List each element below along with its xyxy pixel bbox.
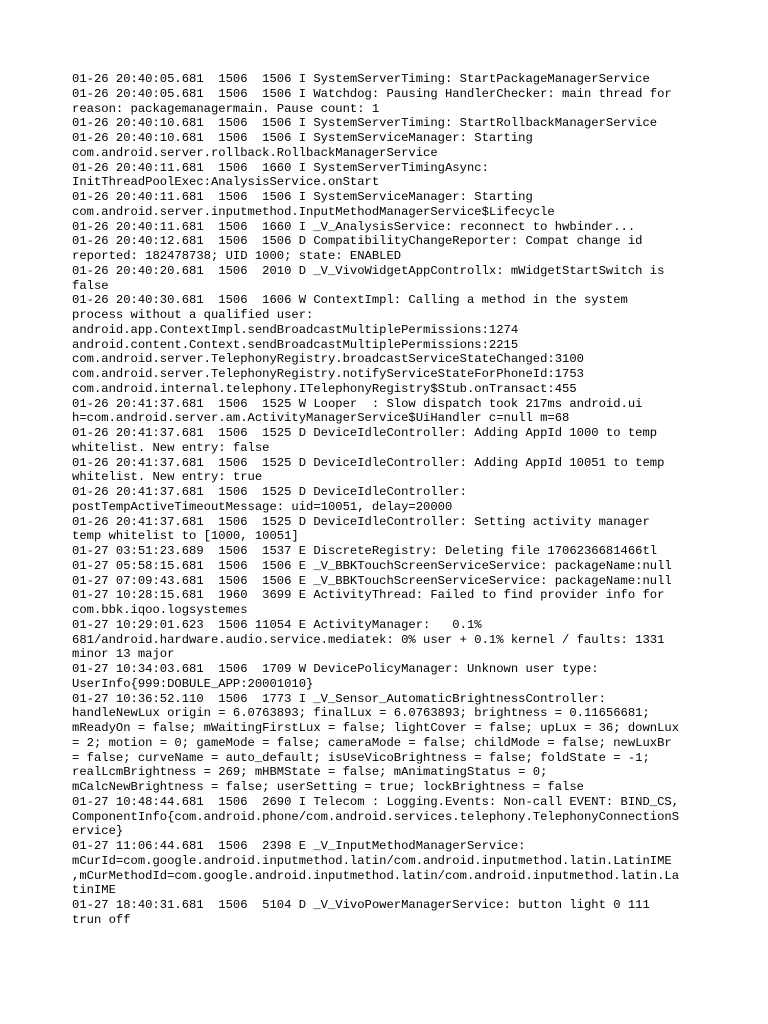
log-line: 01-27 18:40:31.681 1506 5104 D _V_VivoPowerManagerService: button light 0 111 xyxy=(72,898,650,912)
log-text-body xyxy=(72,72,712,928)
log-line: ,mCurMethodId=com.google.android.inputmethod.latin/com.android.inputmethod.latin.La xyxy=(72,868,680,883)
log-line: com.android.server.rollback.RollbackManagerService xyxy=(72,145,438,160)
log-line: tinIME xyxy=(72,883,116,898)
log-line: 01-26 20:40:05.681 1506 1506 I Watchdog: Pausing HandlerChecker: main thread for xyxy=(72,86,672,101)
log-line: = 2; motion = 0; gameMode = false; cameraMode = false; childMode = false; newLuxBr xyxy=(72,735,672,750)
log-line: 01-26 20:40:11.681 1506 1660 I SystemServerTimingAsync: xyxy=(72,160,489,175)
log-line: 681/android.hardware.audio.service.mediatek: 0% user + 0.1% kernel / faults: 1331 xyxy=(72,632,665,647)
log-line: android.content.Context.sendBroadcastMultiplePermissions:2215 xyxy=(72,337,519,352)
log-line: 01-26 20:40:05.681 1506 1506 I SystemServerTiming: StartPackageManagerService xyxy=(72,72,650,86)
log-line: 01-26 20:40:10.681 1506 1506 I SystemServiceManager: Starting xyxy=(72,131,533,145)
log-line: com.android.internal.telephony.ITelephonyRegistry$Stub.onTransact:455 xyxy=(72,381,577,396)
log-line: 01-26 20:40:12.681 1506 1506 D CompatibilityChangeReporter: Compat change id xyxy=(72,234,643,249)
log-line: com.android.server.TelephonyRegistry.broadcastServiceStateChanged:3100 xyxy=(72,352,584,367)
log-line: 01-26 20:40:10.681 1506 1506 I SystemServerTiming: StartRollbackManagerService xyxy=(72,116,658,131)
log-line: 01-26 20:41:37.681 1506 1525 D DeviceIdleController: Adding AppId 1000 to temp xyxy=(72,426,658,440)
log-line: reported: 182478738; UID 1000; state: ENABLED xyxy=(72,249,402,263)
log-line: process without a qualified user: xyxy=(72,308,314,322)
log-line: com.android.server.TelephonyRegistry.notifyServiceStateForPhoneId:1753 xyxy=(72,367,584,381)
log-line: trun off xyxy=(72,912,131,927)
log-line: 01-27 05:58:15.681 1506 1506 E _V_BBKTouchScreenServiceService: packageName:null xyxy=(72,558,672,573)
log-line: temp whitelist to [1000, 10051] xyxy=(72,529,299,544)
log-line: = false; curveName = auto_default; isUseVicoBrightness = false; foldState = -1; xyxy=(72,750,650,765)
log-line: ComponentInfo{com.android.phone/com.android.services.telephony.TelephonyConnectionS xyxy=(72,809,680,824)
log-line: mCalcNewBrightness = false; userSetting = true; lockBrightness = false xyxy=(72,780,584,794)
log-line: handleNewLux origin = 6.0763893; finalLux = 6.0763893; brightness = 0.11656681; xyxy=(72,706,650,721)
log-line: ervice} xyxy=(72,824,124,839)
log-line: 01-26 20:40:30.681 1506 1606 W ContextImpl: Calling a method in the system xyxy=(72,293,628,308)
log-line: false xyxy=(72,278,109,293)
log-line: UserInfo{999:DOBULE_APP:20001010} xyxy=(72,676,314,691)
log-line: 01-27 10:34:03.681 1506 1709 W DevicePolicyManager: Unknown user type: xyxy=(72,662,599,676)
log-line: 01-26 20:40:20.681 1506 2010 D _V_VivoWidgetAppControllx: mWidgetStartSwitch is xyxy=(72,263,665,278)
log-line: reason: packagemanagermain. Pause count: 1 xyxy=(72,101,380,116)
log-line: mReadyOn = false; mWaitingFirstLux = false; lightCover = false; upLux = 36; downLux xyxy=(72,721,680,735)
log-line: 01-26 20:40:11.681 1506 1660 I _V_AnalysisService: reconnect to hwbinder... xyxy=(72,219,636,234)
log-line: 01-26 20:41:37.681 1506 1525 D DeviceIdleController: Adding AppId 10051 to temp xyxy=(72,455,665,470)
log-line: 01-26 20:41:37.681 1506 1525 D DeviceIdleController: xyxy=(72,485,467,499)
log-line: 01-26 20:41:37.681 1506 1525 W Looper : Slow dispatch took 217ms android.ui xyxy=(72,396,643,411)
log-line: minor 13 major xyxy=(72,647,175,662)
log-line: 01-27 10:28:15.681 1960 3699 E ActivityThread: Failed to find provider info for xyxy=(72,588,665,603)
log-line: h=com.android.server.am.ActivityManagerService$UiHandler c=null m=68 xyxy=(72,411,570,426)
log-line: postTempActiveTimeoutMessage: uid=10051, delay=20000 xyxy=(72,499,453,514)
log-line: realLcmBrightness = 269; mHBMState = false; mAnimatingStatus = 0; xyxy=(72,765,548,780)
log-line: whitelist. New entry: true xyxy=(72,470,263,485)
log-line: 01-27 10:48:44.681 1506 2690 I Telecom : Logging.Events: Non-call EVENT: BIND_CS, xyxy=(72,794,680,809)
log-line: android.app.ContextImpl.sendBroadcastMultiplePermissions:1274 xyxy=(72,322,519,337)
log-line: whitelist. New entry: false xyxy=(72,440,270,455)
log-line: 01-27 10:29:01.623 1506 11054 E ActivityManager: 0.1% xyxy=(72,617,482,632)
log-line: 01-27 10:36:52.110 1506 1773 I _V_Sensor_AutomaticBrightnessController: xyxy=(72,691,606,706)
log-document xyxy=(72,72,712,928)
log-line: 01-27 11:06:44.681 1506 2398 E _V_InputMethodManagerService: xyxy=(72,839,526,853)
log-line: mCurId=com.google.android.inputmethod.latin/com.android.inputmethod.latin.LatinIME xyxy=(72,853,672,868)
log-line: InitThreadPoolExec:AnalysisService.onStart xyxy=(72,175,380,190)
log-line: com.android.server.inputmethod.InputMethodManagerService$Lifecycle xyxy=(72,204,555,219)
log-line: 01-27 03:51:23.689 1506 1537 E DiscreteRegistry: Deleting file 1706236681466tl xyxy=(72,544,658,558)
log-line: com.bbk.iqoo.logsystemes xyxy=(72,603,248,617)
log-line: 01-26 20:41:37.681 1506 1525 D DeviceIdleController: Setting activity manager xyxy=(72,514,650,529)
log-line: 01-26 20:40:11.681 1506 1506 I SystemServiceManager: Starting xyxy=(72,190,533,204)
log-line: 01-27 07:09:43.681 1506 1506 E _V_BBKTouchScreenServiceService: packageName:null xyxy=(72,573,672,588)
